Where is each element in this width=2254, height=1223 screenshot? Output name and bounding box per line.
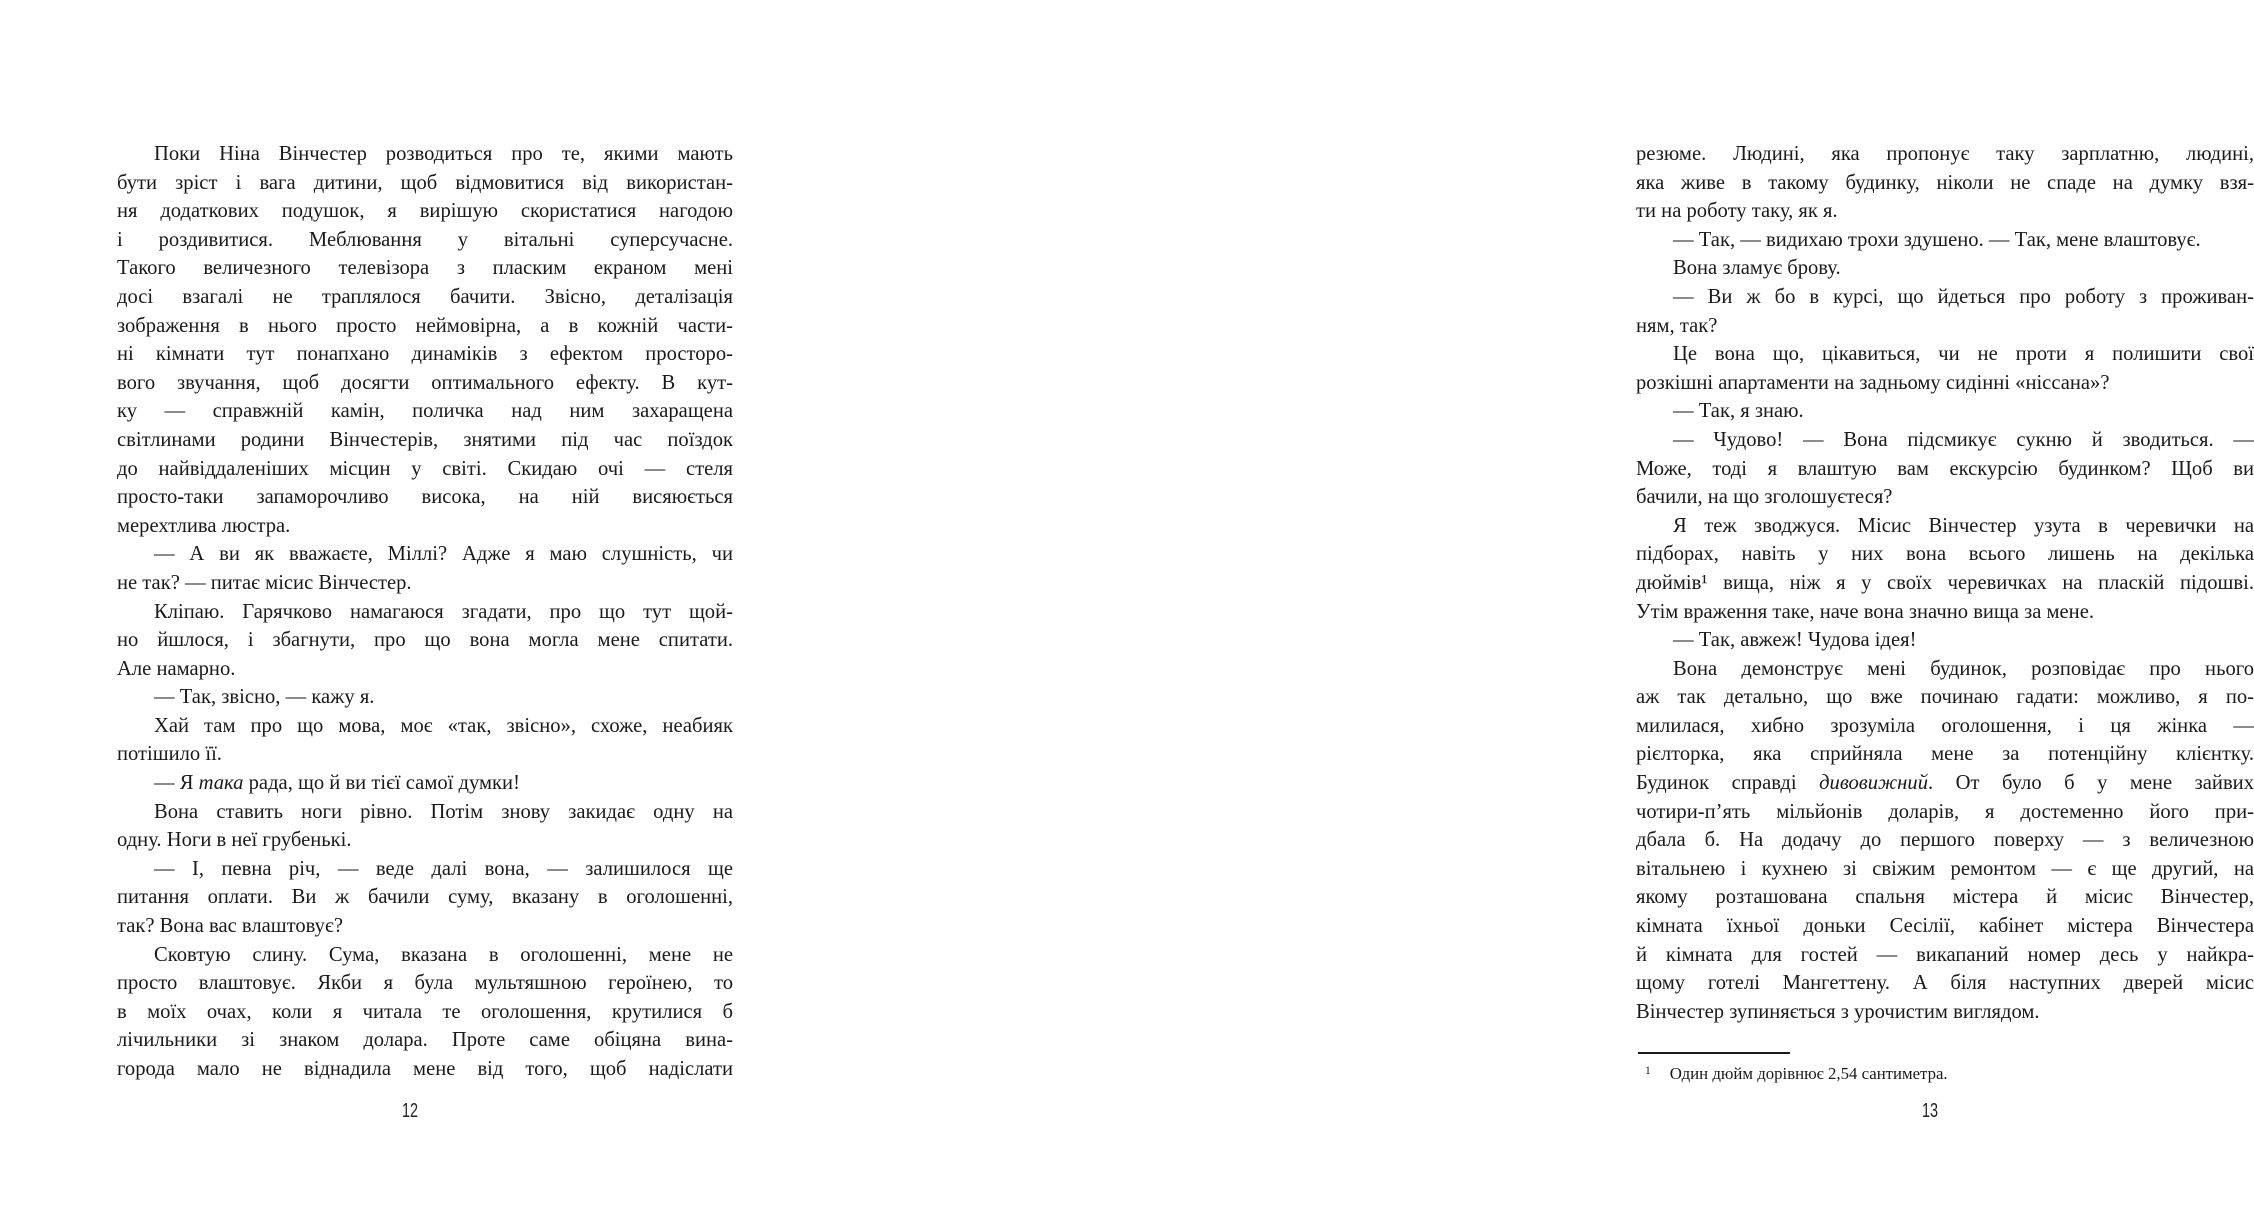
text-line: якому розташована спальня містера й місис Вінчестер,	[1636, 886, 2254, 909]
text-line: бачили, на що зголошуєтеся?	[1636, 486, 1893, 509]
text-line: рієлторка, яка сприйняла мене за потенційну клієнтку.	[1636, 743, 2254, 766]
text-line: й кімната для гостей — викапаний номер десь у найкра-	[1636, 943, 2254, 966]
text-line: так? Вона вас влаштовує?	[117, 915, 343, 938]
text-line: зображення в нього просто неймовірна, а в кожній части-	[117, 314, 733, 337]
text-line: одну. Ноги в неї грубенькі.	[117, 829, 352, 852]
text-line: Сковтую слину. Сума, вказана в оголошенні, мене не	[154, 943, 733, 966]
text-line: Вінчестер зупиняється з урочистим виглядом.	[1636, 1000, 2040, 1023]
text-line: Такого величезного телевізора з пласким екраном мені	[117, 257, 733, 280]
text-line: Будинок справді дивовижний. От було б у мене зайвих	[1636, 772, 2254, 795]
text-line: ні кімнати тут понапхано динаміків з ефектом просторо-	[117, 343, 733, 366]
text-line: Це вона що, цікавиться, чи не проти я полишити свої	[1673, 343, 2254, 366]
text-line: — Чудово! — Вона підсмикує сукню й зводиться. —	[1673, 428, 2254, 451]
footnote-text: Один дюйм дорівнює 2,54 сантиметра.	[1669, 1064, 1948, 1083]
footnote-divider	[1638, 1052, 1790, 1054]
text-line: — Ви ж бо в курсі, що йдеться про роботу з проживан-	[1673, 285, 2254, 308]
text-line: ня додаткових подушок, я вирішую скористатися нагодою	[117, 200, 733, 223]
text-line: резюме. Людині, яка пропонує таку зарплатню, людині,	[1636, 143, 2254, 165]
text-line: просто влаштовує. Якби я була мультяшною героїнею, то	[117, 972, 733, 995]
text-line: кімната їхньої доньки Сесілії, кабінет містера Вінчестера	[1636, 915, 2254, 938]
text-line: Хай там про що мова, моє «так, звісно», схоже, неабияк	[154, 714, 733, 737]
text-line: — Я така рада, що й ви тієї самої думки!	[154, 772, 520, 795]
text-line: ти на роботу таку, як я.	[1636, 200, 1838, 223]
footnote	[1636, 1062, 2254, 1088]
text-line: потішило її.	[117, 743, 222, 766]
footnote-marker: 1	[1645, 1065, 1651, 1077]
text-line: питання оплати. Ви ж бачили суму, вказану в оголошенні,	[117, 886, 733, 909]
text-line: — Так, я знаю.	[1673, 400, 1804, 423]
text-line: дбала б. На додачу до першого поверху — з величезною	[1636, 829, 2254, 852]
text-line: Я теж зводжуся. Місис Вінчестер узута в черевички на	[1673, 514, 2254, 537]
text-line: но йшлося, і збагнути, про що вона могла мене спитати.	[117, 629, 733, 652]
page-left	[0, 0, 780, 1223]
text-line: до найвіддаленіших місцин у світі. Скидаю очі — стеля	[117, 457, 733, 480]
text-line: вого звучання, щоб досягти оптимального ефекту. В кут-	[117, 371, 733, 394]
text-line: і роздивитися. Меблювання у вітальні суперсучасне.	[117, 228, 733, 251]
text-line: ням, так?	[1636, 314, 1718, 337]
text-line: розкішні апартаменти на задньому сидінні «ніссана»?	[1636, 371, 2110, 394]
text-line: Вона зламує брову.	[1673, 257, 1841, 280]
text-line: Може, тоді я влаштую вам екскурсію будинком? Щоб ви	[1636, 457, 2254, 480]
text-line: — Так, авжеж! Чудова ідея!	[1673, 629, 1917, 652]
text-line: — Так, — видихаю трохи здушено. — Так, мене влаштовує.	[1673, 228, 2201, 251]
text-line: Вона демонструє мені будинок, розповідає про нього	[1673, 657, 2254, 680]
text-line: — Так, звісно, — кажу я.	[154, 686, 375, 709]
text-line: аж так детально, що вже починаю гадати: можливо, я по-	[1636, 686, 2254, 709]
text-line: Але намарно.	[117, 657, 236, 680]
text-line: світлинами родини Вінчестерів, знятими під час поїздок	[117, 428, 733, 451]
text-line: в моїх очах, коли я читала те оголошення, крутилися б	[117, 1000, 733, 1023]
text-line: — А ви як вважаєте, Міллі? Адже я маю слушність, чи	[154, 543, 733, 566]
text-line: яка живе в такому будинку, ніколи не спаде на думку взя-	[1636, 171, 2254, 194]
text-line: просто-таки запаморочливо висока, на ній висяюється	[117, 486, 733, 509]
text-line: — І, певна річ, — веде далі вона, — залишилося ще	[154, 857, 733, 880]
text-line: ку — справжній камін, поличка над ним захаращена	[117, 400, 733, 423]
page-right	[780, 0, 2254, 1223]
text-line: бути зріст і вага дитини, щоб відмовитися від використан-	[117, 171, 733, 194]
text-line: города мало не віднадила мене від того, щоб надіслати	[117, 1058, 733, 1080]
right-page-text-block	[1636, 140, 2254, 1026]
text-line: підборах, навіть у них вона всього лишень на декілька	[1636, 543, 2254, 566]
text-line: милилася, хибно зрозуміла оголошення, і ця жінка —	[1636, 714, 2254, 737]
text-line: чотири-п’ять мільйонів доларів, я достеменно його при-	[1636, 800, 2254, 823]
text-line: не так? — питає місис Вінчестер.	[117, 571, 412, 594]
text-line: лічильники зі знаком долара. Проте саме обіцяна вина-	[117, 1029, 733, 1052]
text-line: Утім враження таке, наче вона значно вища за мене.	[1636, 600, 2094, 623]
text-line: дюймів¹ вища, ніж я у своїх черевичках на пласкій підошві.	[1636, 571, 2254, 594]
text-line: мерехтлива люстра.	[117, 514, 291, 537]
text-line: досі взагалі не траплялося бачити. Звісно, деталізація	[117, 285, 733, 308]
right-page-number: 13	[1921, 1100, 1939, 1122]
text-line: вітальнею і кухнею зі свіжим ремонтом — є ще другий, на	[1636, 857, 2254, 880]
left-page-text-block	[117, 140, 733, 1084]
text-line: щому готелі Мангеттену. А біля наступних дверей місис	[1636, 972, 2254, 995]
left-page-number: 12	[401, 1100, 419, 1122]
text-line: Поки Ніна Вінчестер розводиться про те, якими мають	[154, 143, 733, 165]
text-line: Вона ставить ноги рівно. Потім знову закидає одну на	[154, 800, 733, 823]
text-line: Кліпаю. Гарячково намагаюся згадати, про що тут щой-	[154, 600, 733, 623]
